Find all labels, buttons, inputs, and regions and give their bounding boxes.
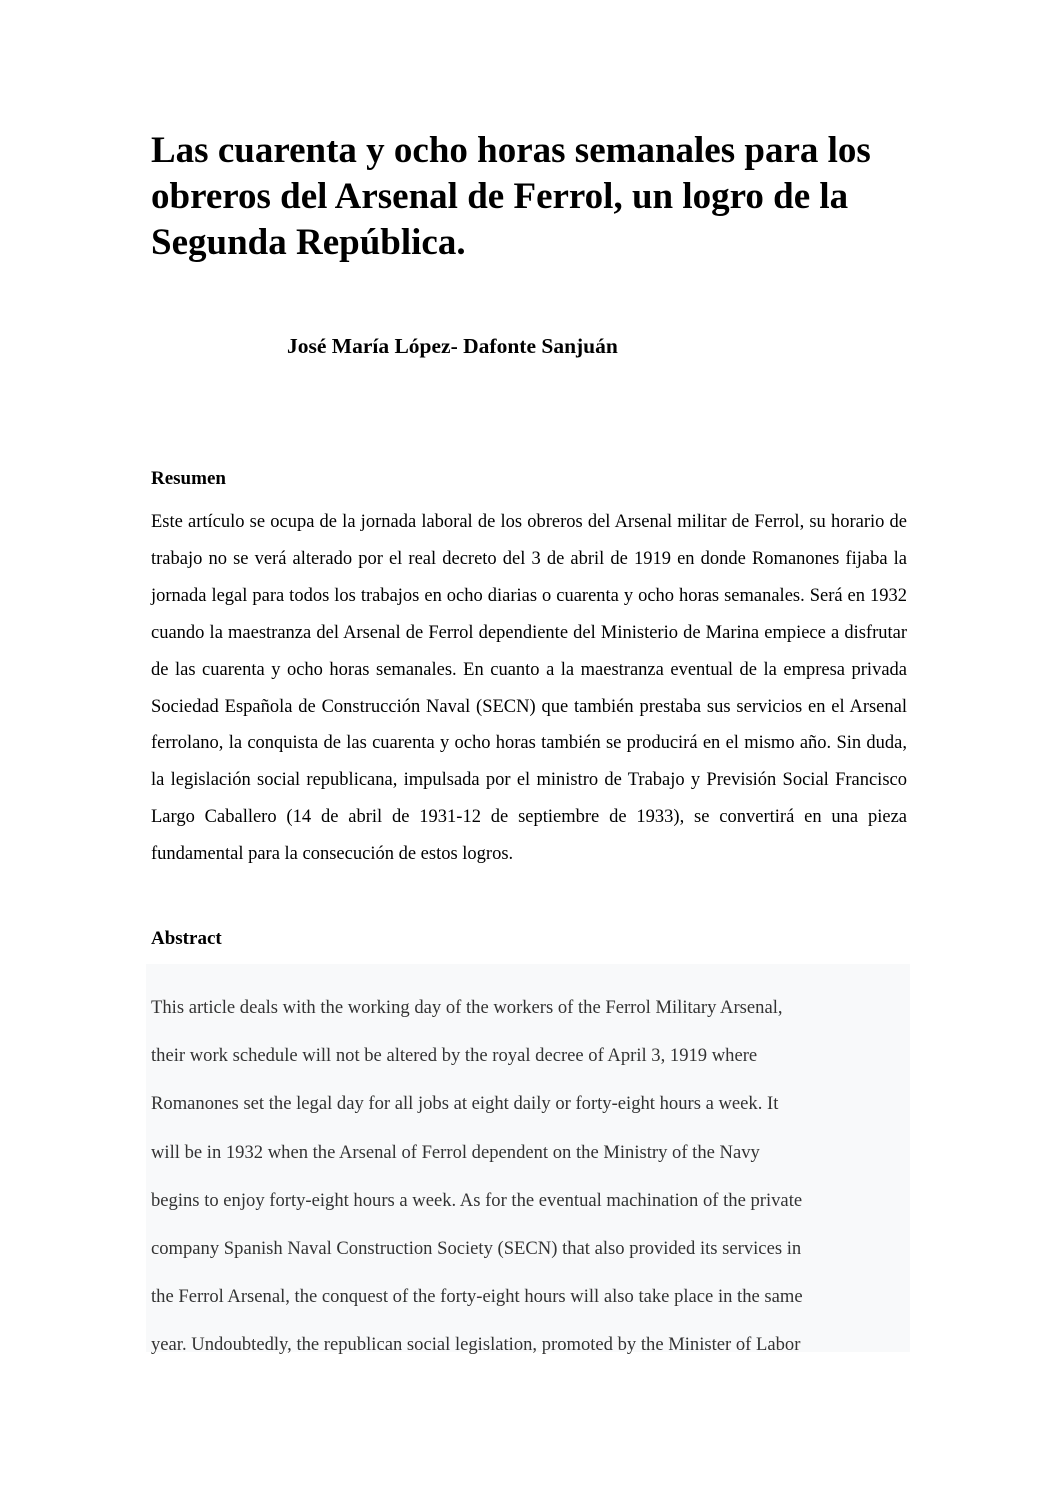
- abstract-body: [151, 984, 911, 1370]
- article-title: Las cuarenta y ocho horas semanales para los obreros del Arsenal de Ferrol, un logro de la Segunda República.: [151, 130, 871, 263]
- abstract-line: will be in 1932 when the Arsenal of Ferrol dependent on the Ministry of the Navy: [151, 1141, 760, 1163]
- abstract-line: their work schedule will not be altered by the royal decree of April 3, 1919 where: [151, 1045, 758, 1067]
- resumen-heading: Resumen: [151, 468, 226, 489]
- author-name: José María López- Dafonte Sanjuán: [287, 334, 618, 358]
- abstract-line: company Spanish Naval Construction Society (SECN) that also provided its services in: [151, 1238, 802, 1260]
- abstract-line: the Ferrol Arsenal, the conquest of the forty-eight hours will also take place in the same: [151, 1286, 803, 1308]
- abstract-line: begins to enjoy forty-eight hours a week. As for the eventual machination of the private: [151, 1189, 803, 1211]
- resumen-body: Este artículo se ocupa de la jornada laboral de los obreros del Arsenal militar de Ferrol, su horario de trabajo no se verá alterado por el real decreto del 3 de abril de 1919 en donde Romanones fijaba la jornada legal para todos los trabajos en ocho diarias o cuarenta y ocho horas semanales. Será en 1932 cuando la maestranza del Arsenal de Ferrol dependiente del Ministerio de Marina empiece a disfrutar de las cuarenta y ocho horas semanales. En cuanto a la maestranza eventual de la empresa privada Sociedad Española de Construcción Naval (SECN) que también prestaba sus servicios en el Arsenal ferrolano, la conquista de las cuarenta y ocho horas también se producirá en el mismo año. Sin duda, la legislación social republicana, impulsada por el ministro de Trabajo y Previsión Social Francisco Largo Caballero (14 de abril de 1931-12 de septiembre de 1933), se convertirá en una pieza fundamental para la consecución de estos logros.: [151, 512, 907, 865]
- abstract-line: Romanones set the legal day for all jobs at eight daily or forty-eight hours a week. It: [151, 1093, 779, 1115]
- abstract-line: This article deals with the working day of the workers of the Ferrol Military Arsenal,: [151, 997, 783, 1018]
- abstract-line: year. Undoubtedly, the republican social legislation, promoted by the Minister of Labor: [151, 1334, 801, 1356]
- abstract-heading: Abstract: [151, 928, 222, 949]
